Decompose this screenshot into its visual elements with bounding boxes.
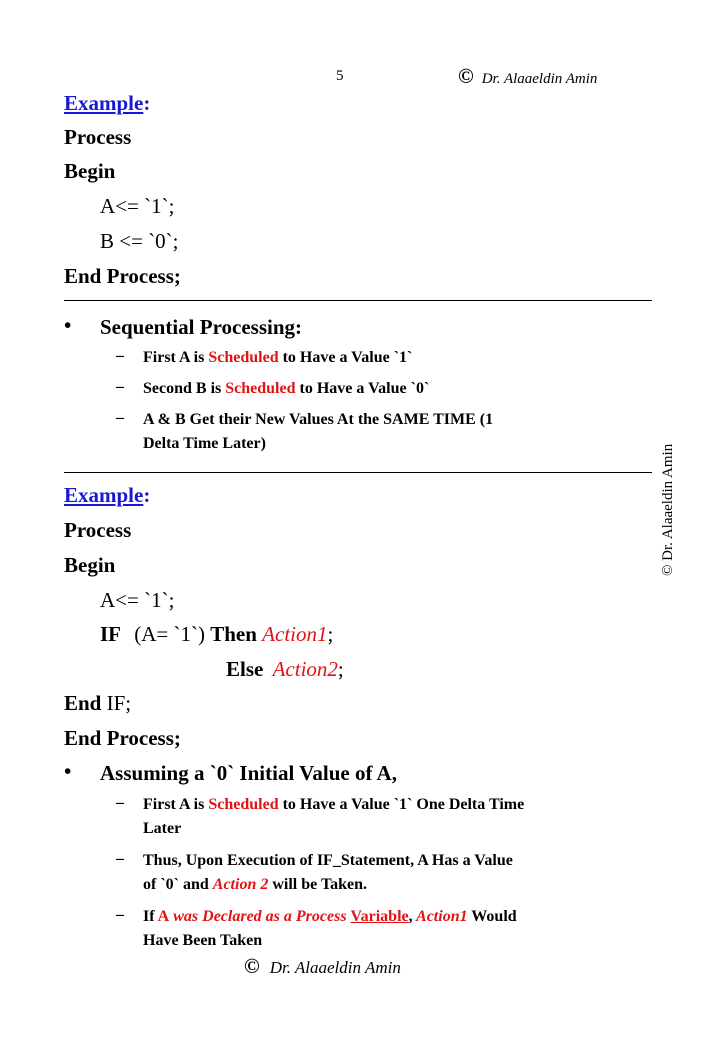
item-text: , <box>408 908 413 925</box>
divider <box>64 300 652 301</box>
action2-text: Action2 <box>272 657 338 681</box>
footer-copyright <box>244 954 401 979</box>
dash-icon: – <box>116 906 124 923</box>
item-text: to Have a Value `1` One Delta Time <box>278 796 525 813</box>
bullet-icon: • <box>64 759 72 783</box>
list-item: A & B Get their New Values At the SAME TIME (1 <box>143 411 494 428</box>
item-text: First A is <box>143 349 209 366</box>
code-line: End Process; <box>64 264 181 288</box>
code-line: Begin <box>64 553 116 577</box>
keyword: End <box>64 691 102 715</box>
item-highlight: Scheduled <box>208 349 279 366</box>
code-line: Begin <box>64 159 116 183</box>
item-highlight: was Declared as a Process <box>169 908 351 925</box>
example2-colon: : <box>143 483 151 507</box>
bullet-icon: • <box>64 313 72 337</box>
section2-title: Assuming a `0` Initial Value of A, <box>100 761 397 785</box>
condition: (A= `1`) <box>134 622 205 646</box>
section1-title: Sequential Processing: <box>100 315 303 339</box>
list-item-continuation <box>143 874 367 896</box>
keyword: IF <box>100 622 121 646</box>
code-line: A<= `1`; <box>100 588 175 612</box>
footer-author: Dr. Alaaeldin Amin <box>269 958 401 977</box>
end-if-text: IF; <box>106 691 132 715</box>
list-item <box>143 347 412 369</box>
example1-colon: : <box>143 91 151 115</box>
copyright-icon: © <box>458 64 474 88</box>
list-item-continuation: Delta Time Later) <box>143 435 266 452</box>
item-highlight: Action1 <box>412 908 468 925</box>
code-line: End Process; <box>64 726 181 750</box>
dash-icon: – <box>116 409 124 426</box>
item-text: to Have a Value `0` <box>295 380 430 397</box>
example2-label: Example <box>64 483 144 507</box>
divider <box>64 472 652 473</box>
list-item-continuation: Later <box>143 820 182 837</box>
dash-icon: – <box>116 378 124 395</box>
code-line: B <= `0`; <box>100 229 179 253</box>
item-highlight: Scheduled <box>208 796 279 813</box>
item-text: will be Taken. <box>268 876 368 893</box>
list-item <box>143 906 517 928</box>
semicolon: ; <box>327 622 334 646</box>
side-watermark: © Dr. Alaaeldin Amin <box>660 443 676 576</box>
item-text: Would <box>467 908 517 925</box>
action1-text: Action1 <box>262 622 328 646</box>
item-highlight: Variable <box>350 908 409 925</box>
item-text: Second B is <box>143 380 226 397</box>
keyword: Else <box>226 657 264 681</box>
header-author: Dr. Alaaeldin Amin <box>481 71 598 87</box>
semicolon: ; <box>337 657 344 681</box>
if-line <box>100 621 333 647</box>
else-line <box>226 656 344 682</box>
header-copyright <box>458 64 597 89</box>
list-item-continuation: Have Been Taken <box>143 932 263 949</box>
dash-icon: – <box>116 850 124 867</box>
dash-icon: – <box>116 794 124 811</box>
example1-heading <box>64 90 150 116</box>
item-highlight: Scheduled <box>225 380 296 397</box>
keyword: Then <box>210 622 257 646</box>
dash-icon: – <box>116 347 124 364</box>
copyright-icon: © <box>244 954 260 978</box>
code-line: Process <box>64 518 132 542</box>
example1-label: Example <box>64 91 144 115</box>
item-highlight: A <box>157 908 170 925</box>
example2-heading <box>64 482 150 508</box>
item-text: to Have a Value `1` <box>278 349 413 366</box>
end-if-line <box>64 690 131 716</box>
list-item: Thus, Upon Execution of IF_Statement, A Has a Value <box>143 852 513 869</box>
page-number: 5 <box>336 68 344 84</box>
code-line: A<= `1`; <box>100 194 175 218</box>
list-item <box>143 378 429 400</box>
item-text: If <box>143 908 158 925</box>
item-highlight: Action 2 <box>212 876 269 893</box>
item-text: First A is <box>143 796 209 813</box>
item-text: of `0` and <box>143 876 213 893</box>
code-line: Process <box>64 125 132 149</box>
list-item <box>143 794 524 816</box>
